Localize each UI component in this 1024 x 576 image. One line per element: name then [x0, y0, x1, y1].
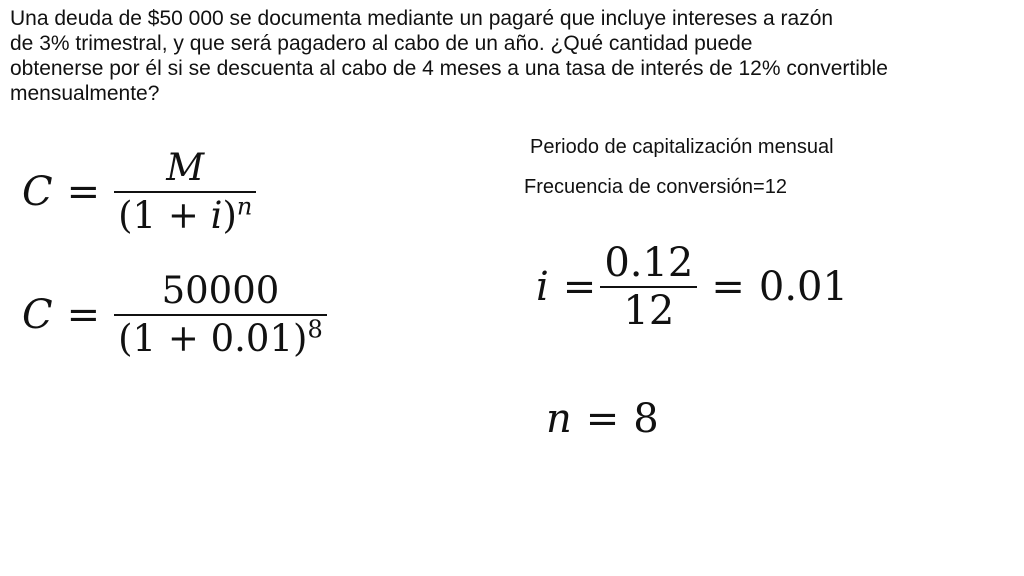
rate-equals: = — [562, 264, 597, 310]
interest-rate-formula — [536, 240, 848, 334]
formula2-den-exponent: 8 — [307, 315, 323, 344]
formula1-equals: = — [66, 169, 101, 215]
rate-denominator: 12 — [623, 288, 675, 334]
capitalization-period-note: Periodo de capitalización mensual — [530, 136, 834, 158]
rate-numerator: 0.12 — [604, 240, 694, 286]
rate-lhs: i — [536, 264, 549, 310]
formula1-den-var: i — [210, 194, 223, 237]
present-value-formula — [22, 145, 256, 239]
formula2-denominator — [114, 316, 327, 362]
problem-line-3: obtenerse por él si se descuenta al cabo de 4 meses a una tasa de interés de 12% convertible — [10, 57, 888, 80]
rate-result: 0.01 — [758, 264, 848, 310]
periods-lhs: n — [546, 396, 572, 442]
periods-equals: = — [585, 396, 620, 442]
formula1-den-base: (1 + — [118, 194, 211, 237]
rate-fraction — [600, 240, 697, 334]
formula2-fraction — [114, 268, 327, 362]
problem-line-1: Una deuda de $50 000 se documenta mediante un pagaré que incluye intereses a razón — [10, 7, 834, 30]
present-value-substitution — [22, 268, 327, 362]
formula1-fraction — [114, 145, 256, 239]
rate-equals-2: = — [711, 264, 745, 310]
formula1-lhs: C — [22, 169, 53, 215]
periods-value: 8 — [633, 396, 659, 442]
formula1-numerator: M — [166, 146, 205, 189]
formula2-den-base: (1 + 0.01) — [118, 317, 308, 360]
formula1-den-close: ) — [222, 194, 237, 237]
problem-line-4: mensualmente? — [10, 82, 160, 105]
formula2-numerator: 50000 — [161, 269, 280, 312]
conversion-frequency-note: Frecuencia de conversión=12 — [524, 176, 787, 198]
problem-statement — [10, 6, 1010, 106]
formula1-denominator — [114, 193, 256, 239]
periods-formula — [546, 396, 659, 442]
problem-line-2: de 3% trimestral, y que será pagadero al cabo de un año. ¿Qué cantidad puede — [10, 32, 753, 55]
formula2-lhs: C — [22, 292, 53, 338]
formula1-den-exponent: n — [236, 192, 253, 221]
formula2-equals: = — [66, 292, 101, 338]
